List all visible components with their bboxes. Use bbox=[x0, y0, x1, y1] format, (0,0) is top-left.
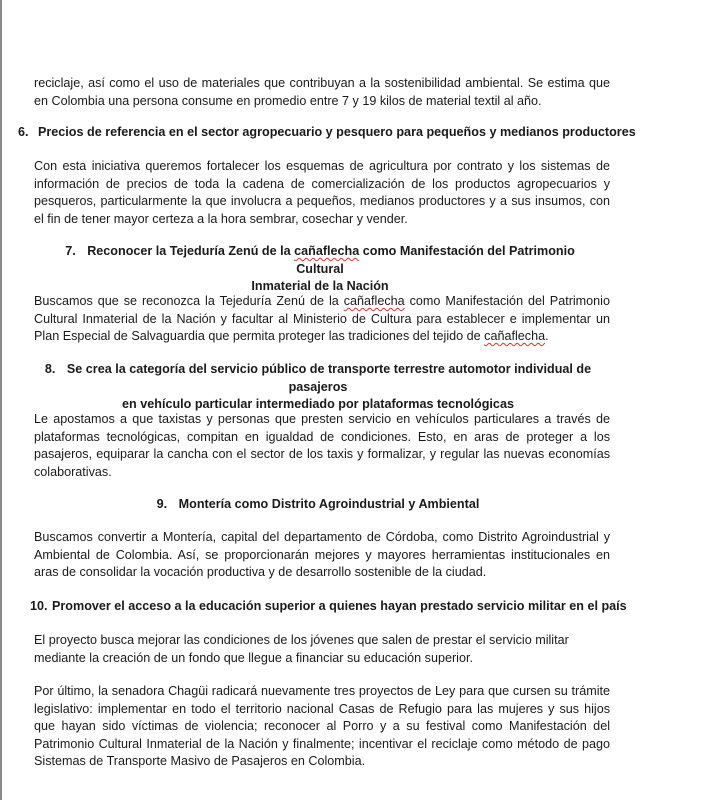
section-7-title-misspelled-word: cañaflecha bbox=[294, 244, 360, 258]
section-7-body-part1: Buscamos que se reconozca la Tejeduría Zenú de la bbox=[34, 294, 344, 308]
section-7-body-part3: . bbox=[545, 329, 549, 343]
section-7-title-part2: como Manifestación del Patrimonio Cultural bbox=[296, 244, 575, 276]
section-7-body-part2: como Manifestación del Patrimonio Cultural Inmaterial de la Nación y facultar al Ministerio de Cultura para establecer e implementar un Plan Especial de Salvaguardia que permita proteger las tradiciones del tejido de bbox=[34, 294, 610, 343]
section-8-body: Le apostamos a que taxistas y personas que presten servicio en vehículos particulares a través de plataformas tecnológicas, compitan en igualdad de condiciones. Esto, en aras de proteger a los pasajeros, equiparar la cancha con el sector de los taxis y formalizar, y regular las nuevas economías colaborativas. bbox=[34, 412, 610, 479]
section-9-heading bbox=[18, 496, 618, 514]
section-10-heading bbox=[30, 598, 627, 616]
section-8-title-line1 bbox=[18, 361, 618, 396]
intro-paragraph: reciclaje, así como el uso de materiales que contribuyan a la sostenibilidad ambiental. Se estima que en Colombia una persona consume en promedio entre 7 y 19 kilos de material textil al año. bbox=[34, 76, 610, 108]
section-8-heading bbox=[18, 361, 618, 414]
section-9-title: Montería como Distrito Agroindustrial y Ambiental bbox=[178, 497, 480, 511]
section-10-number: 10. bbox=[30, 599, 48, 613]
closing-paragraph: Por último, la senadora Chagüi radicará nuevamente tres proyectos de Ley para que cursen su trámite legislativo: implementar en todo el territorio nacional Casas de Refugio para las mujeres y sus hijos que hayan sido víctimas de violencia; reconocer al Porro y a su festival como Manifestación del Patrimonio Cultural Inmaterial de la Nación y finalmente; incentivar el reciclaje como método de pago Sistemas de Transporte Masivo de Pasajeros en Colombia. bbox=[34, 684, 610, 768]
section-8-title-part1: Se crea la categoría del servicio público de transporte terrestre automotor individual de pasajeros bbox=[66, 362, 592, 394]
section-10-title: Promover el acceso a la educación superior a quienes hayan prestado servicio militar en el país bbox=[52, 599, 627, 613]
section-6-heading bbox=[18, 124, 636, 142]
section-9-body: Buscamos convertir a Montería, capital del departamento de Córdoba, como Distrito Agroindustrial y Ambiental de Colombia. Así, se proporcionarán mejores y mayores herramientas institucionales en aras de consolidar la vocación productiva y de desarrollo sostenible de la ciudad. bbox=[34, 530, 610, 579]
section-8-number: 8. bbox=[44, 362, 56, 376]
section-9-number: 9. bbox=[156, 497, 168, 511]
section-7-title-part1: Reconocer la Tejeduría Zenú de la bbox=[87, 244, 295, 258]
section-6-number: 6. bbox=[18, 125, 29, 139]
section-6-body: Con esta iniciativa queremos fortalecer los esquemas de agricultura por contrato y los sistemas de información de precios de toda la cadena de comercialización de los productos agropecuarios y pesqueros, particularmente la que involucra a pequeños, medianos productores y a sus insumos, con el fin de tener mayor certeza a la hora sembrar, cosechar y vender. bbox=[34, 159, 610, 226]
section-7-number: 7. bbox=[65, 244, 76, 258]
section-6-title: Precios de referencia en el sector agropecuario y pesquero para pequeños y medianos productores bbox=[38, 125, 636, 139]
section-7-heading bbox=[40, 243, 600, 296]
section-10-body: El proyecto busca mejorar las condiciones de los jóvenes que salen de prestar el servicio militar mediante la creación de un fondo que llegue a financiar su educación superior. bbox=[34, 633, 569, 665]
section-7-body bbox=[34, 293, 610, 346]
section-7-title-line2: Inmaterial de la Nación bbox=[251, 279, 389, 293]
section-7-body-misspelled-word-1: cañaflecha bbox=[343, 294, 405, 308]
section-7-body-misspelled-word-2: cañaflecha bbox=[484, 329, 546, 343]
section-7-title-line1 bbox=[40, 243, 600, 278]
section-8-title-line2: en vehículo particular intermediado por plataformas tecnológicas bbox=[122, 397, 514, 411]
